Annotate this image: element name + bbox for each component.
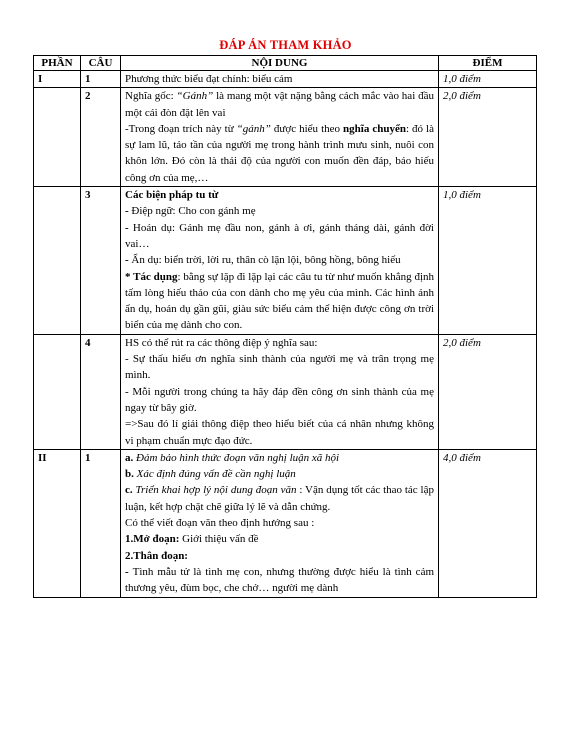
text-segment: =>Sau đó lí giải thông điệp theo hiểu biết của cá nhân nhưng không vi phạm chuẩn mực đạo đức. — [125, 418, 434, 447]
text-segment: HS có thể rút ra các thông điệp ý nghĩa sau: — [125, 336, 318, 349]
text-segment: Triển khai hợp lý nội dung đoạn văn — [135, 484, 297, 497]
content-cell — [121, 334, 439, 449]
table-row — [34, 88, 537, 187]
text-segment: Phương thức biểu đạt chính: biểu cảm — [125, 73, 293, 85]
score-cell: 4,0 điểm — [439, 449, 537, 597]
content-cell — [121, 187, 439, 335]
content-line — [125, 531, 434, 547]
table-row — [34, 187, 537, 335]
score-cell: 2,0 điểm — [439, 88, 537, 187]
text-segment: Điệp ngữ: Cho con gánh mẹ — [131, 205, 256, 218]
header-part: PHẦN — [34, 56, 81, 71]
table-row — [34, 334, 537, 449]
page-title: ĐÁP ÁN THAM KHẢO — [219, 38, 352, 52]
text-segment: Tình mẫu tử là tình mẹ con, nhưng thường được hiểu là tình cảm thương yêu, đùm bọc, che chở… người mẹ dành — [125, 565, 435, 595]
content-line — [125, 220, 434, 253]
content-line — [125, 88, 434, 121]
text-segment: Nghĩa gốc: — [125, 90, 177, 103]
text-segment: “gánh” — [236, 122, 271, 135]
text-segment: : bằng sự lặp đi lặp lại các câu tu từ như muốn khẳng định tấm lòng hiếu thảo của con dành cho mẹ yêu của mình. Các hình ảnh ẩn dụ, hoán dụ gần gũi, giàu sức biểu cảm thể hiện được công ơn trời biển của mẹ dành cho con. — [125, 270, 434, 332]
text-segment: b. — [125, 468, 137, 481]
text-segment: Có thể viết đoạn văn theo định hướng sau : — [125, 517, 315, 530]
content-line — [125, 482, 434, 515]
text-segment: Xác định đúng vấn đề cần nghị luận — [136, 468, 296, 481]
part-cell: II — [34, 449, 81, 597]
score-cell: 2,0 điểm — [439, 334, 537, 449]
header-score: ĐIỂM — [439, 56, 537, 71]
question-cell: 1 — [81, 449, 121, 597]
text-segment: - — [125, 221, 133, 234]
question-cell: 4 — [81, 334, 121, 449]
content-line — [125, 548, 434, 564]
content-line — [125, 121, 434, 186]
text-segment: nghĩa chuyển — [343, 122, 406, 135]
text-segment: là mang một vật nặng bằng cách mắc vào hai đầu một cái đòn đặt lên vai — [125, 90, 434, 119]
text-segment: Các biện pháp tu từ — [125, 189, 219, 202]
question-cell: 1 — [81, 71, 121, 88]
content-line — [125, 384, 434, 417]
text-segment: - — [125, 565, 133, 578]
text-segment: Hoán dụ: Gánh mẹ đầu non, gánh à ơi, gánh tháng dài, gánh đời vai… — [125, 221, 434, 250]
content-cell — [121, 449, 439, 597]
content-line — [125, 335, 434, 351]
question-cell: 3 — [81, 187, 121, 335]
text-segment: - Mỗi người trong chúng ta hãy đáp đền công ơn sinh thành của mẹ ngay từ bây giờ. — [125, 385, 434, 414]
text-segment: * Tác dụng — [125, 270, 178, 283]
content-cell — [121, 71, 439, 88]
text-segment: 1.Mở đoạn: — [125, 533, 180, 546]
table-row — [34, 449, 537, 597]
table-row — [34, 71, 537, 88]
content-line — [125, 351, 434, 384]
content-line — [125, 564, 434, 597]
score-cell: 1,0 điểm — [439, 71, 537, 88]
content-line — [125, 252, 434, 268]
text-segment: được hiểu theo — [270, 122, 344, 135]
content-line — [125, 187, 434, 203]
text-segment: : Vận dụng tốt các thao tác lập luận, kết hợp chặt chẽ giữa lý lẽ và dẫn chứng. — [125, 484, 434, 513]
answer-table — [33, 55, 537, 598]
part-cell — [34, 334, 81, 449]
content-line — [125, 203, 434, 219]
text-segment: Giới thiệu vấn đề — [179, 533, 259, 546]
question-cell: 2 — [81, 88, 121, 187]
score-cell: 1,0 điểm — [439, 187, 537, 335]
part-cell: I — [34, 71, 81, 88]
content-cell — [121, 88, 439, 187]
text-segment: c. — [125, 484, 136, 497]
header-content: NỘI DUNG — [121, 56, 439, 71]
text-segment: Ẩn dụ: biển trời, lời ru, thân cò lặn lội, bông hồng, bông hiếu — [131, 254, 401, 267]
text-segment: 2.Thân đoạn: — [125, 549, 188, 562]
text-segment: a. — [125, 451, 136, 464]
header-question: CÂU — [81, 56, 121, 71]
text-segment: Đảm bảo hình thức đoạn văn nghị luận xã hội — [136, 451, 340, 464]
content-line — [125, 269, 434, 334]
content-line — [125, 71, 434, 87]
content-line — [125, 416, 434, 449]
text-segment: : đó là sự lam lũ, tảo tần của người mẹ trong hành trình mưu sinh, nuôi con khôn lớn. Đó còn là thái độ của người con muốn đền đáp, báo hiếu công ơn của mẹ,… — [125, 122, 434, 184]
text-segment: - — [125, 205, 132, 218]
content-line — [125, 466, 434, 482]
text-segment: -Trong đoạn trích này từ — [125, 122, 237, 135]
part-cell — [34, 88, 81, 187]
part-cell — [34, 187, 81, 335]
text-segment: “Gánh” — [176, 90, 214, 103]
content-line — [125, 450, 434, 466]
content-line — [125, 515, 434, 531]
text-segment: - — [125, 254, 132, 267]
table-header-row — [34, 56, 537, 71]
text-segment: - Sự thấu hiểu ơn nghĩa sinh thành của người mẹ và trân trọng mẹ mình. — [125, 353, 434, 382]
